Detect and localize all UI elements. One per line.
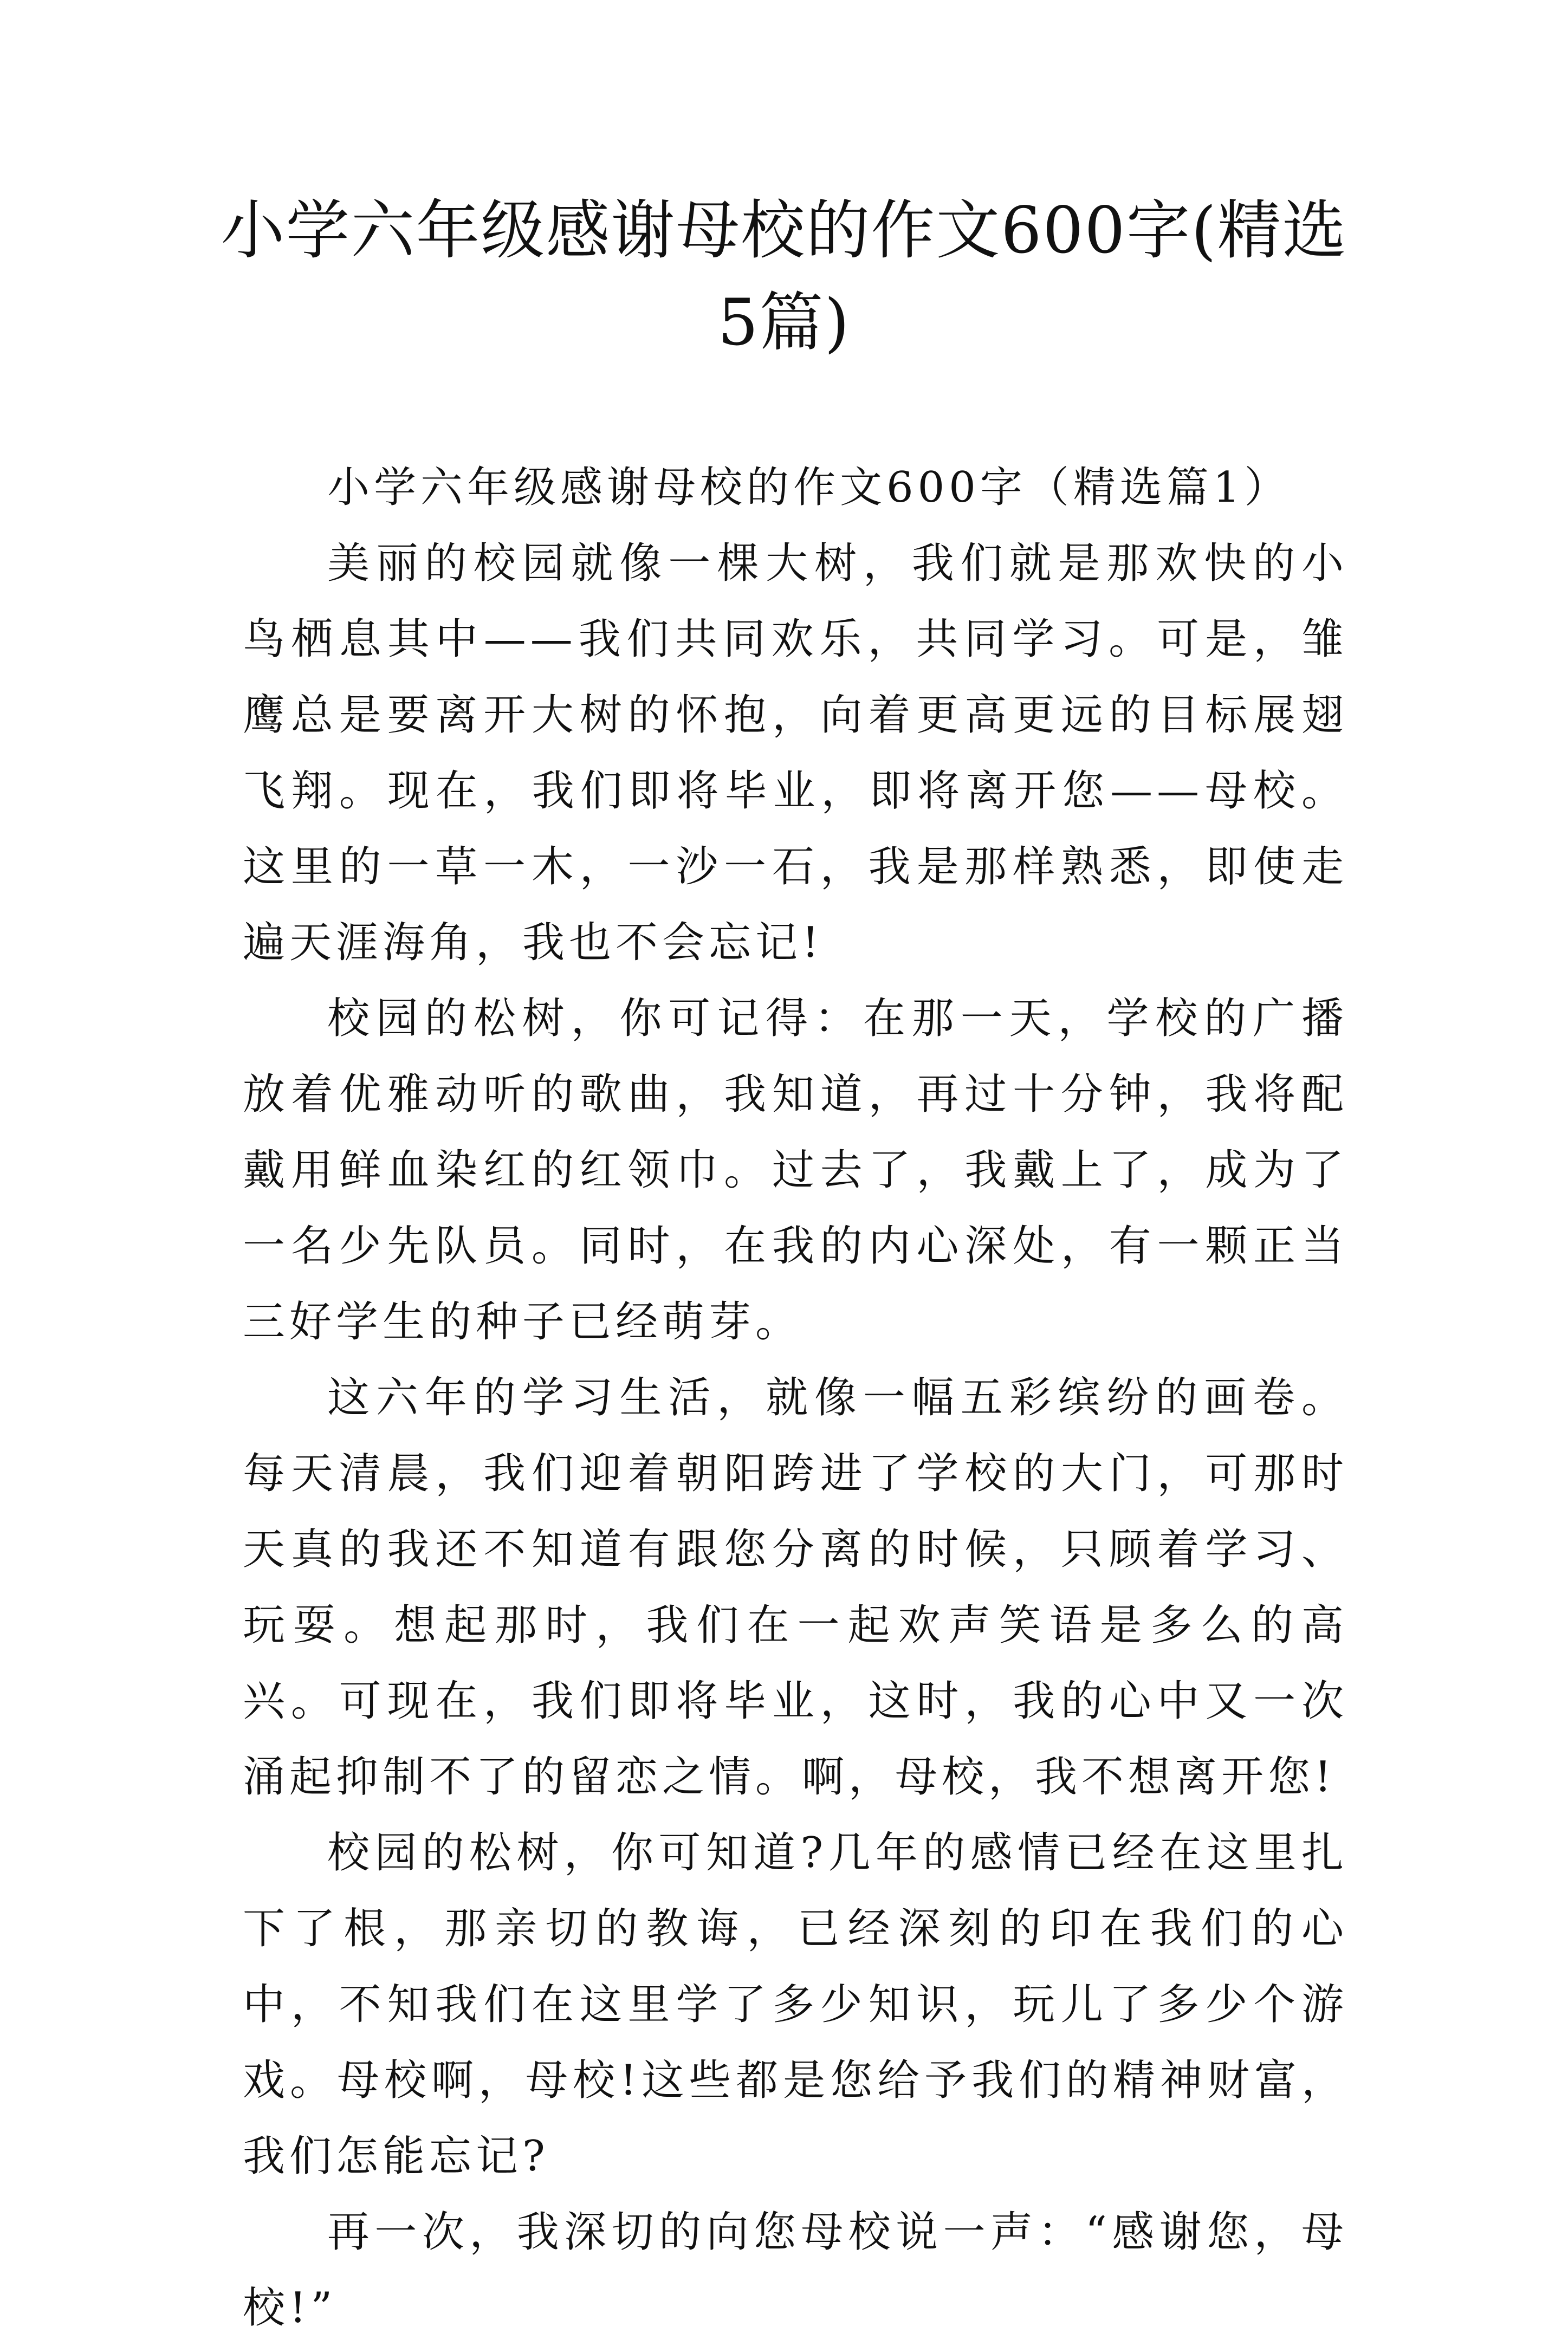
paragraph-1: 美丽的校园就像一棵大树，我们就是那欢快的小鸟栖息其中——我们共同欢乐，共同学习。可是，雏鹰总是要离开大树的怀抱，向着更高更远的目标展翅飞翔。现在，我们即将毕业，即将离开您——母校。这里的一草一木，一沙一石，我是那样熟悉，即使走遍天涯海角，我也不会忘记! [243, 539, 1348, 967]
paragraph-4: 校园的松树，你可知道?几年的感情已经在这里扎下了根，那亲切的教诲，已经深刻的印在我们的心中，不知我们在这里学了多少知识，玩儿了多少个游戏。母校啊，母校!这些都是您给予我们的精神财富，我们怎能忘记? [243, 1829, 1348, 2181]
document-title: 小学六年级感谢母校的作文600字(精选5篇) [221, 193, 1347, 360]
paragraph-3: 这六年的学习生活，就像一幅五彩缤纷的画卷。每天清晨，我们迎着朝阳跨进了学校的大门，可那时天真的我还不知道有跟您分离的时候，只顾着学习、玩耍。想起那时，我们在一起欢声笑语是多么的高兴。可现在，我们即将毕业，这时，我的心中又一次涌起抑制不了的留恋之情。啊，母校，我不想离开您! [243, 1373, 1348, 1801]
paragraph-2: 校园的松树，你可记得：在那一天，学校的广播放着优雅动听的歌曲，我知道，再过十分钟，我将配戴用鲜血染红的红领巾。过去了，我戴上了，成为了一名少先队员。同时，在我的内心深处，有一颗正当三好学生的种子已经萌芽。 [243, 994, 1348, 1346]
paragraph-5: 再一次，我深切的向您母校说一声：“感谢您，母校!” [243, 2208, 1348, 2332]
document-body [243, 450, 1348, 2346]
section-heading: 小学六年级感谢母校的作文600字（精选篇1） [327, 463, 1291, 512]
